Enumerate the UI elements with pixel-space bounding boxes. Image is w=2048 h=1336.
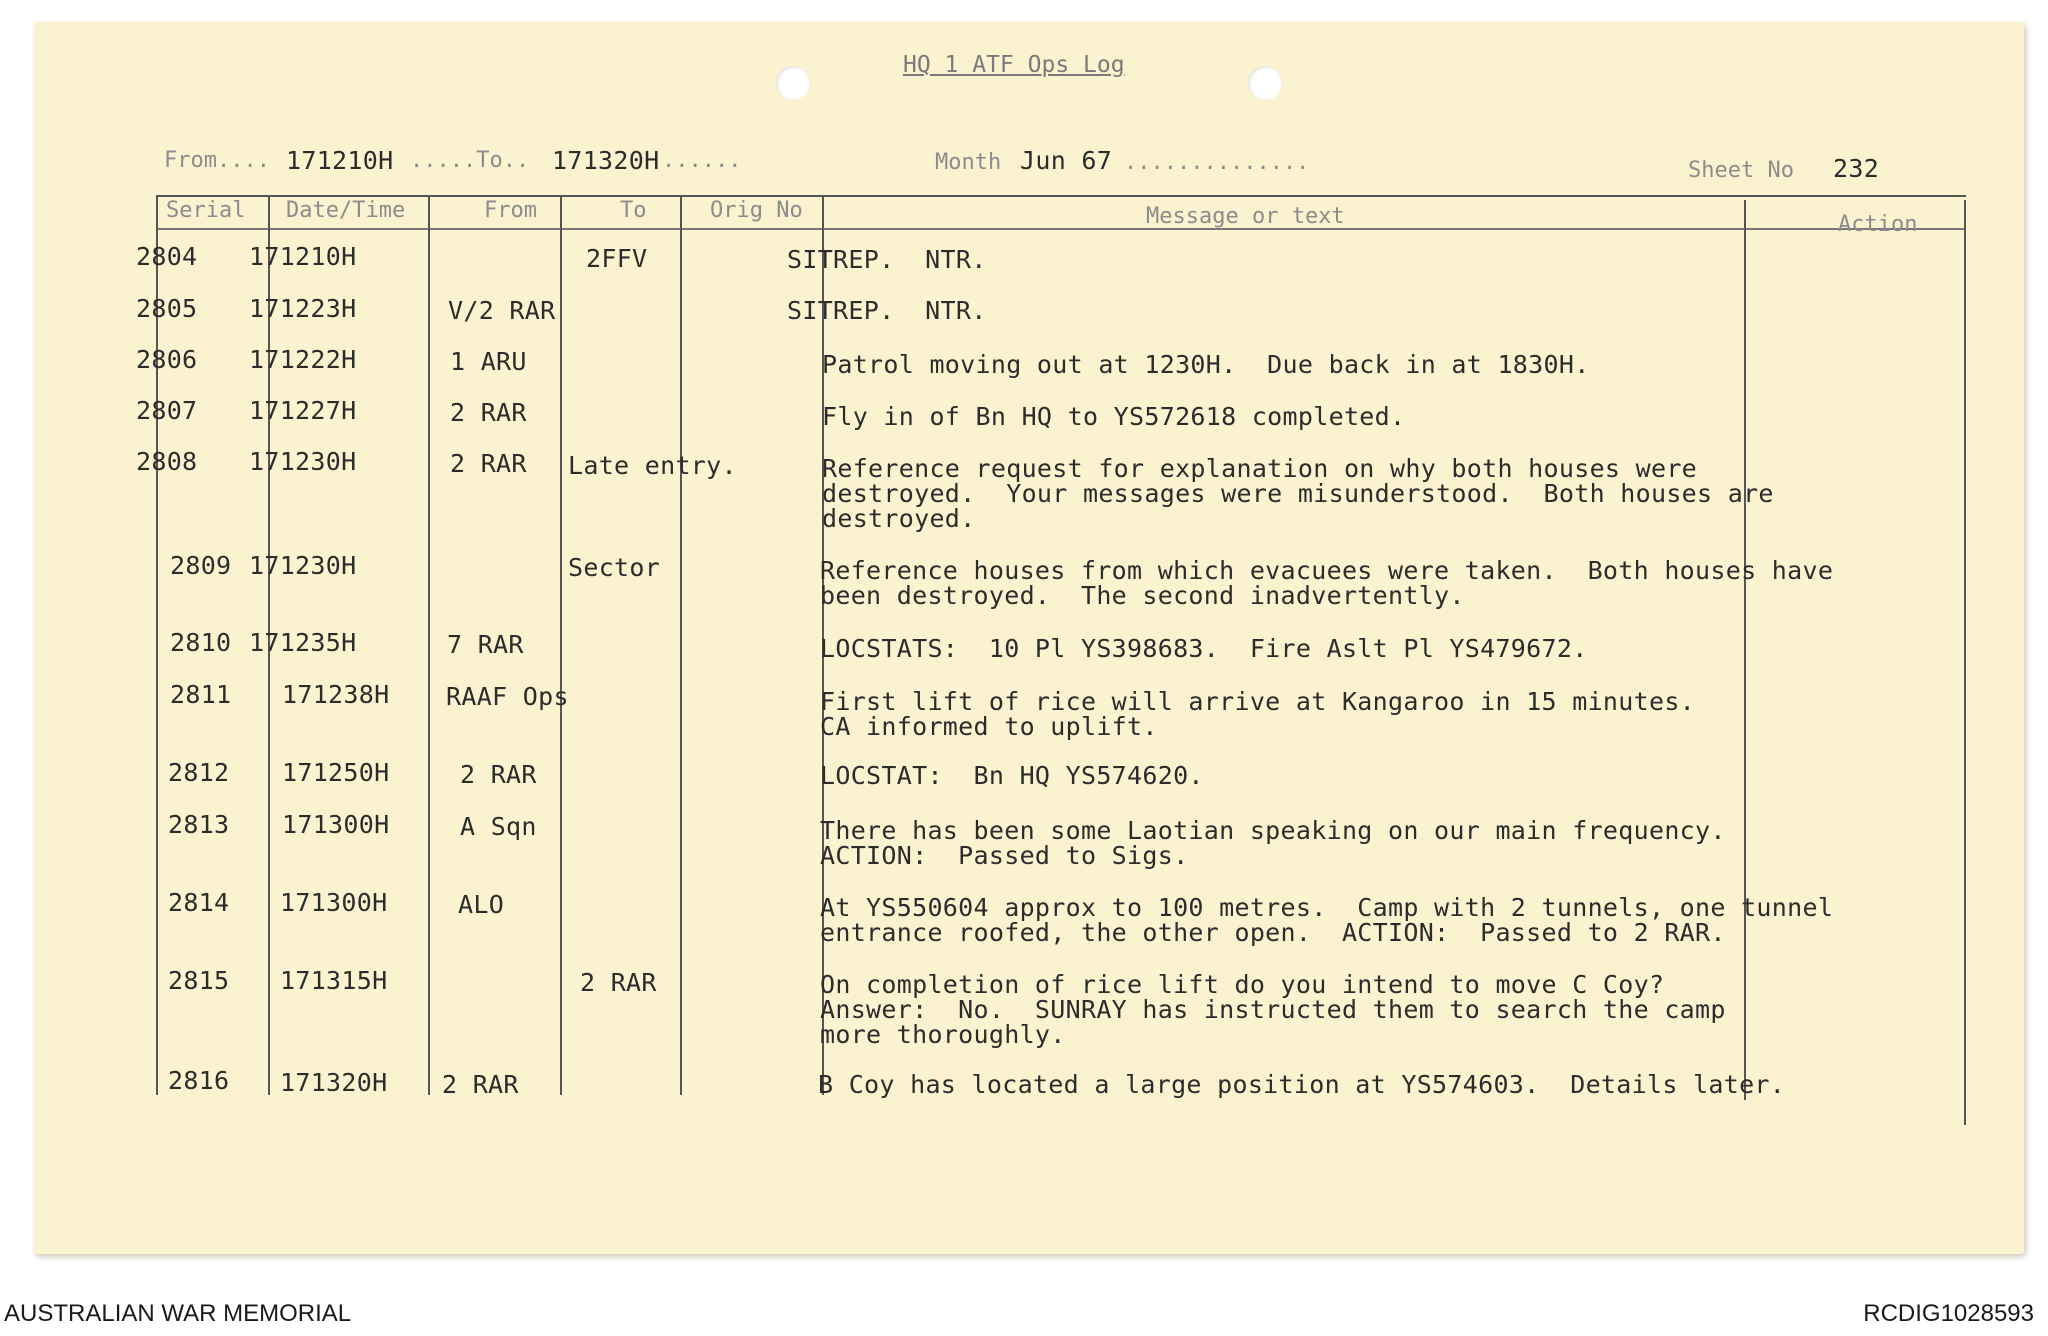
entry-message: At YS550604 approx to 100 metres. Camp with 2 tunnels, one tunnel entrance roofed, the other open. ACTION: Passed to 2 RAR. xyxy=(820,893,1834,947)
entry-datetime: 171250H xyxy=(282,758,390,787)
entry-datetime: 171235H xyxy=(249,628,357,657)
entry-serial: 2809 xyxy=(170,551,232,580)
entry-to: 2 RAR xyxy=(580,968,657,997)
entry-message: Reference request for explanation on why both houses were destroyed. Your messages were misunderstood. Both houses are destroyed. xyxy=(822,454,1774,533)
entry-serial: 2806 xyxy=(136,345,198,374)
entry-message: B Coy has located a large position at YS574603. Details later. xyxy=(818,1070,1786,1099)
entry-serial: 2813 xyxy=(168,810,230,839)
month-trail: .............. xyxy=(1124,150,1310,175)
entry-serial: 2812 xyxy=(168,758,230,787)
entry-from: ALO xyxy=(458,890,505,919)
entry-datetime: 171238H xyxy=(282,680,390,709)
entry-to: Late entry. xyxy=(568,451,737,480)
entry-from: 2 RAR xyxy=(460,760,537,789)
entry-from: 2 RAR xyxy=(450,398,527,427)
entry-message: First lift of rice will arrive at Kangaroo in 15 minutes. CA informed to uplift. xyxy=(820,687,1696,741)
entry-datetime: 171227H xyxy=(249,396,357,425)
entry-from: 2 RAR xyxy=(450,449,527,478)
entry-datetime: 171315H xyxy=(280,966,388,995)
entry-datetime: 171222H xyxy=(249,345,357,374)
column-header-serial: Serial xyxy=(166,198,246,223)
entry-message: Fly in of Bn HQ to YS572618 completed. xyxy=(822,402,1406,431)
column-header-from: From xyxy=(484,198,537,223)
column-header-action: Action xyxy=(1838,212,1918,237)
entry-serial: 2811 xyxy=(170,680,232,709)
entry-from: 2 RAR xyxy=(442,1070,519,1099)
entry-message: SITREP. NTR. xyxy=(787,296,987,325)
from-label: From.... xyxy=(164,148,270,173)
column-header-to: To xyxy=(620,198,647,223)
log-title: HQ 1 ATF Ops Log xyxy=(903,52,1125,78)
entry-datetime: 171230H xyxy=(249,551,357,580)
month-value: Jun 67 xyxy=(1020,146,1113,175)
to-trail: ...... xyxy=(662,148,742,173)
entry-message: SITREP. NTR. xyxy=(787,245,987,274)
entry-serial: 2804 xyxy=(136,242,198,271)
entry-from: V/2 RAR xyxy=(448,296,556,325)
entry-datetime: 171320H xyxy=(280,1068,388,1097)
entry-message: Patrol moving out at 1230H. Due back in at 1830H. xyxy=(822,350,1590,379)
entry-from: RAAF Ops xyxy=(446,682,569,711)
entry-from: 1 ARU xyxy=(450,347,527,376)
entry-serial: 2814 xyxy=(168,888,230,917)
entry-message: LOCSTATS: 10 Pl YS398683. Fire Aslt Pl YS479672. xyxy=(820,634,1588,663)
sheet-label: Sheet No xyxy=(1688,158,1794,183)
entry-datetime: 171230H xyxy=(249,447,357,476)
archive-reference: RCDIG1028593 xyxy=(1863,1300,2034,1327)
to-label: .....To.. xyxy=(410,148,530,173)
entry-message: Reference houses from which evacuees were taken. Both houses have been destroyed. The second inadvertently. xyxy=(820,556,1834,610)
entry-datetime: 171210H xyxy=(249,242,357,271)
entry-message: LOCSTAT: Bn HQ YS574620. xyxy=(820,761,1204,790)
entry-serial: 2816 xyxy=(168,1066,230,1095)
entry-from: 7 RAR xyxy=(447,630,524,659)
archive-institution: AUSTRALIAN WAR MEMORIAL xyxy=(4,1300,352,1327)
entry-datetime: 171300H xyxy=(280,888,388,917)
entry-serial: 2810 xyxy=(170,628,232,657)
entry-serial: 2815 xyxy=(168,966,230,995)
entry-from: A Sqn xyxy=(460,812,537,841)
column-header-orig-no: Orig No xyxy=(710,198,803,223)
entry-message: There has been some Laotian speaking on our main frequency. ACTION: Passed to Sigs. xyxy=(820,816,1726,870)
column-header-date-time: Date/Time xyxy=(286,198,406,223)
entry-to: Sector xyxy=(568,553,661,582)
sheet-number: 232 xyxy=(1833,154,1880,183)
entry-message: On completion of rice lift do you intend to move C Coy? Answer: No. SUNRAY has instructed them to search the camp more thoroughly. xyxy=(820,970,1726,1049)
from-value: 171210H xyxy=(286,146,394,175)
to-value: 171320H xyxy=(552,146,660,175)
column-header-message: Message or text xyxy=(1146,204,1345,229)
entry-datetime: 171300H xyxy=(282,810,390,839)
entry-serial: 2805 xyxy=(136,294,198,323)
entry-datetime: 171223H xyxy=(249,294,357,323)
entry-serial: 2807 xyxy=(136,396,198,425)
entry-serial: 2808 xyxy=(136,447,198,476)
month-label: Month xyxy=(935,150,1002,175)
entry-to: 2FFV xyxy=(586,244,648,273)
